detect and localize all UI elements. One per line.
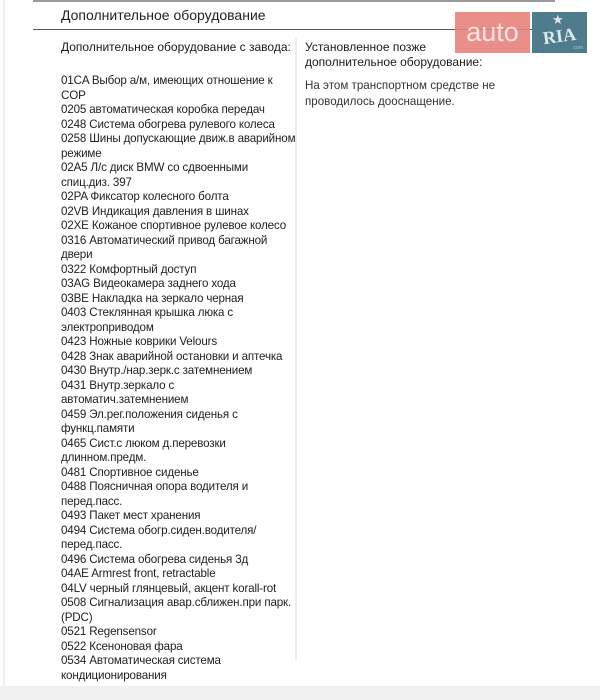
equipment-item: 0431 Внутр.зеркало с автоматич.затемнением xyxy=(61,378,189,406)
equipment-item: 02XE Кожаное спортивное рулевое колесо xyxy=(61,219,287,232)
equipment-item: 0248 Система обогрева рулевого колеса xyxy=(61,117,275,131)
equipment-item: 0423 Ножные коврики Velours xyxy=(61,335,217,348)
section-title: Дополнительное оборудование xyxy=(61,7,266,23)
equipment-item: 0481 Спортивное сиденье xyxy=(61,465,199,479)
top-divider xyxy=(33,0,555,2)
watermark-suffix: .com xyxy=(572,45,583,51)
equipment-item: 0258 Шины допускающие движ.в аварийном режиме xyxy=(61,132,296,160)
star-icon: ★ xyxy=(552,12,564,27)
equipment-item: 02VB Индикация давления в шинах xyxy=(61,204,249,218)
equipment-item: 0521 Regensensor xyxy=(61,625,157,638)
equipment-item: 03BE Накладка на зеркало черная xyxy=(61,291,244,305)
equipment-item: 0316 Автоматический привод багажной двери xyxy=(61,233,268,261)
watermark-auto-text: auto xyxy=(466,17,519,47)
factory-equipment-list xyxy=(61,74,297,683)
equipment-item: 0496 Система обогрева сиденья 3д xyxy=(61,552,249,566)
column-divider xyxy=(295,38,297,660)
equipment-item: 0459 Эл.рег.положения сиденья с функц.памяти xyxy=(61,407,238,435)
equipment-item: 0522 Ксеноновая фара xyxy=(61,639,183,653)
page-bottom-edge xyxy=(0,686,600,700)
equipment-item: 0205 автоматическая коробка передач xyxy=(61,103,265,116)
equipment-item: 04LV черный глянцевый, акцент korall-rot xyxy=(61,581,277,595)
watermark-ria-logo xyxy=(532,12,587,53)
equipment-item: 0465 Сист.с люком д.перевозки длинном.предм. xyxy=(61,436,226,464)
watermark-ria-text: RIA xyxy=(541,23,578,49)
equipment-item: 0403 Стеклянная крышка люка с электроприводом xyxy=(61,306,234,334)
equipment-item: 0322 Комфортный доступ xyxy=(61,262,197,276)
equipment-item: 01CA Выбор а/м, имеющих отношение к COP xyxy=(61,74,273,102)
factory-equipment-heading: Дополнительное оборудование с завода: xyxy=(61,40,291,54)
equipment-item: 03AG Видеокамера заднего хода xyxy=(61,277,236,290)
equipment-item: 0534 Автоматическая система кондиционирования xyxy=(61,654,221,682)
equipment-item: 0493 Пакет мест хранения xyxy=(61,509,201,522)
factory-equipment-column xyxy=(61,40,297,683)
retrofit-note: На этом транспортном средстве не проводилось дооснащение. xyxy=(305,79,496,108)
equipment-item: 02PA Фиксатор колесного болта xyxy=(61,190,229,203)
equipment-item: 04AE Armrest front, retractable xyxy=(61,567,216,580)
equipment-item: 0488 Поясничная опора водителя и перед.пасс. xyxy=(61,480,249,508)
equipment-item: 0494 Система обогр.сиден.водителя/ перед.пасс. xyxy=(61,523,257,551)
watermark-auto-logo xyxy=(455,12,530,53)
page-edge xyxy=(3,0,5,690)
retrofit-equipment-heading: Установленное позже дополнительное оборудование: xyxy=(305,40,483,69)
equipment-item: 0508 Сигнализация авар.сближен.при парк. (PDC) xyxy=(61,596,292,624)
equipment-item: 0428 Знак аварийной остановки и аптечка xyxy=(61,349,283,363)
equipment-item: 0430 Внутр./нар.зерк.с затемнением xyxy=(61,364,253,377)
equipment-item: 02A5 Л/с диск BMW со сдвоенными спиц.диз. 397 xyxy=(61,161,249,189)
